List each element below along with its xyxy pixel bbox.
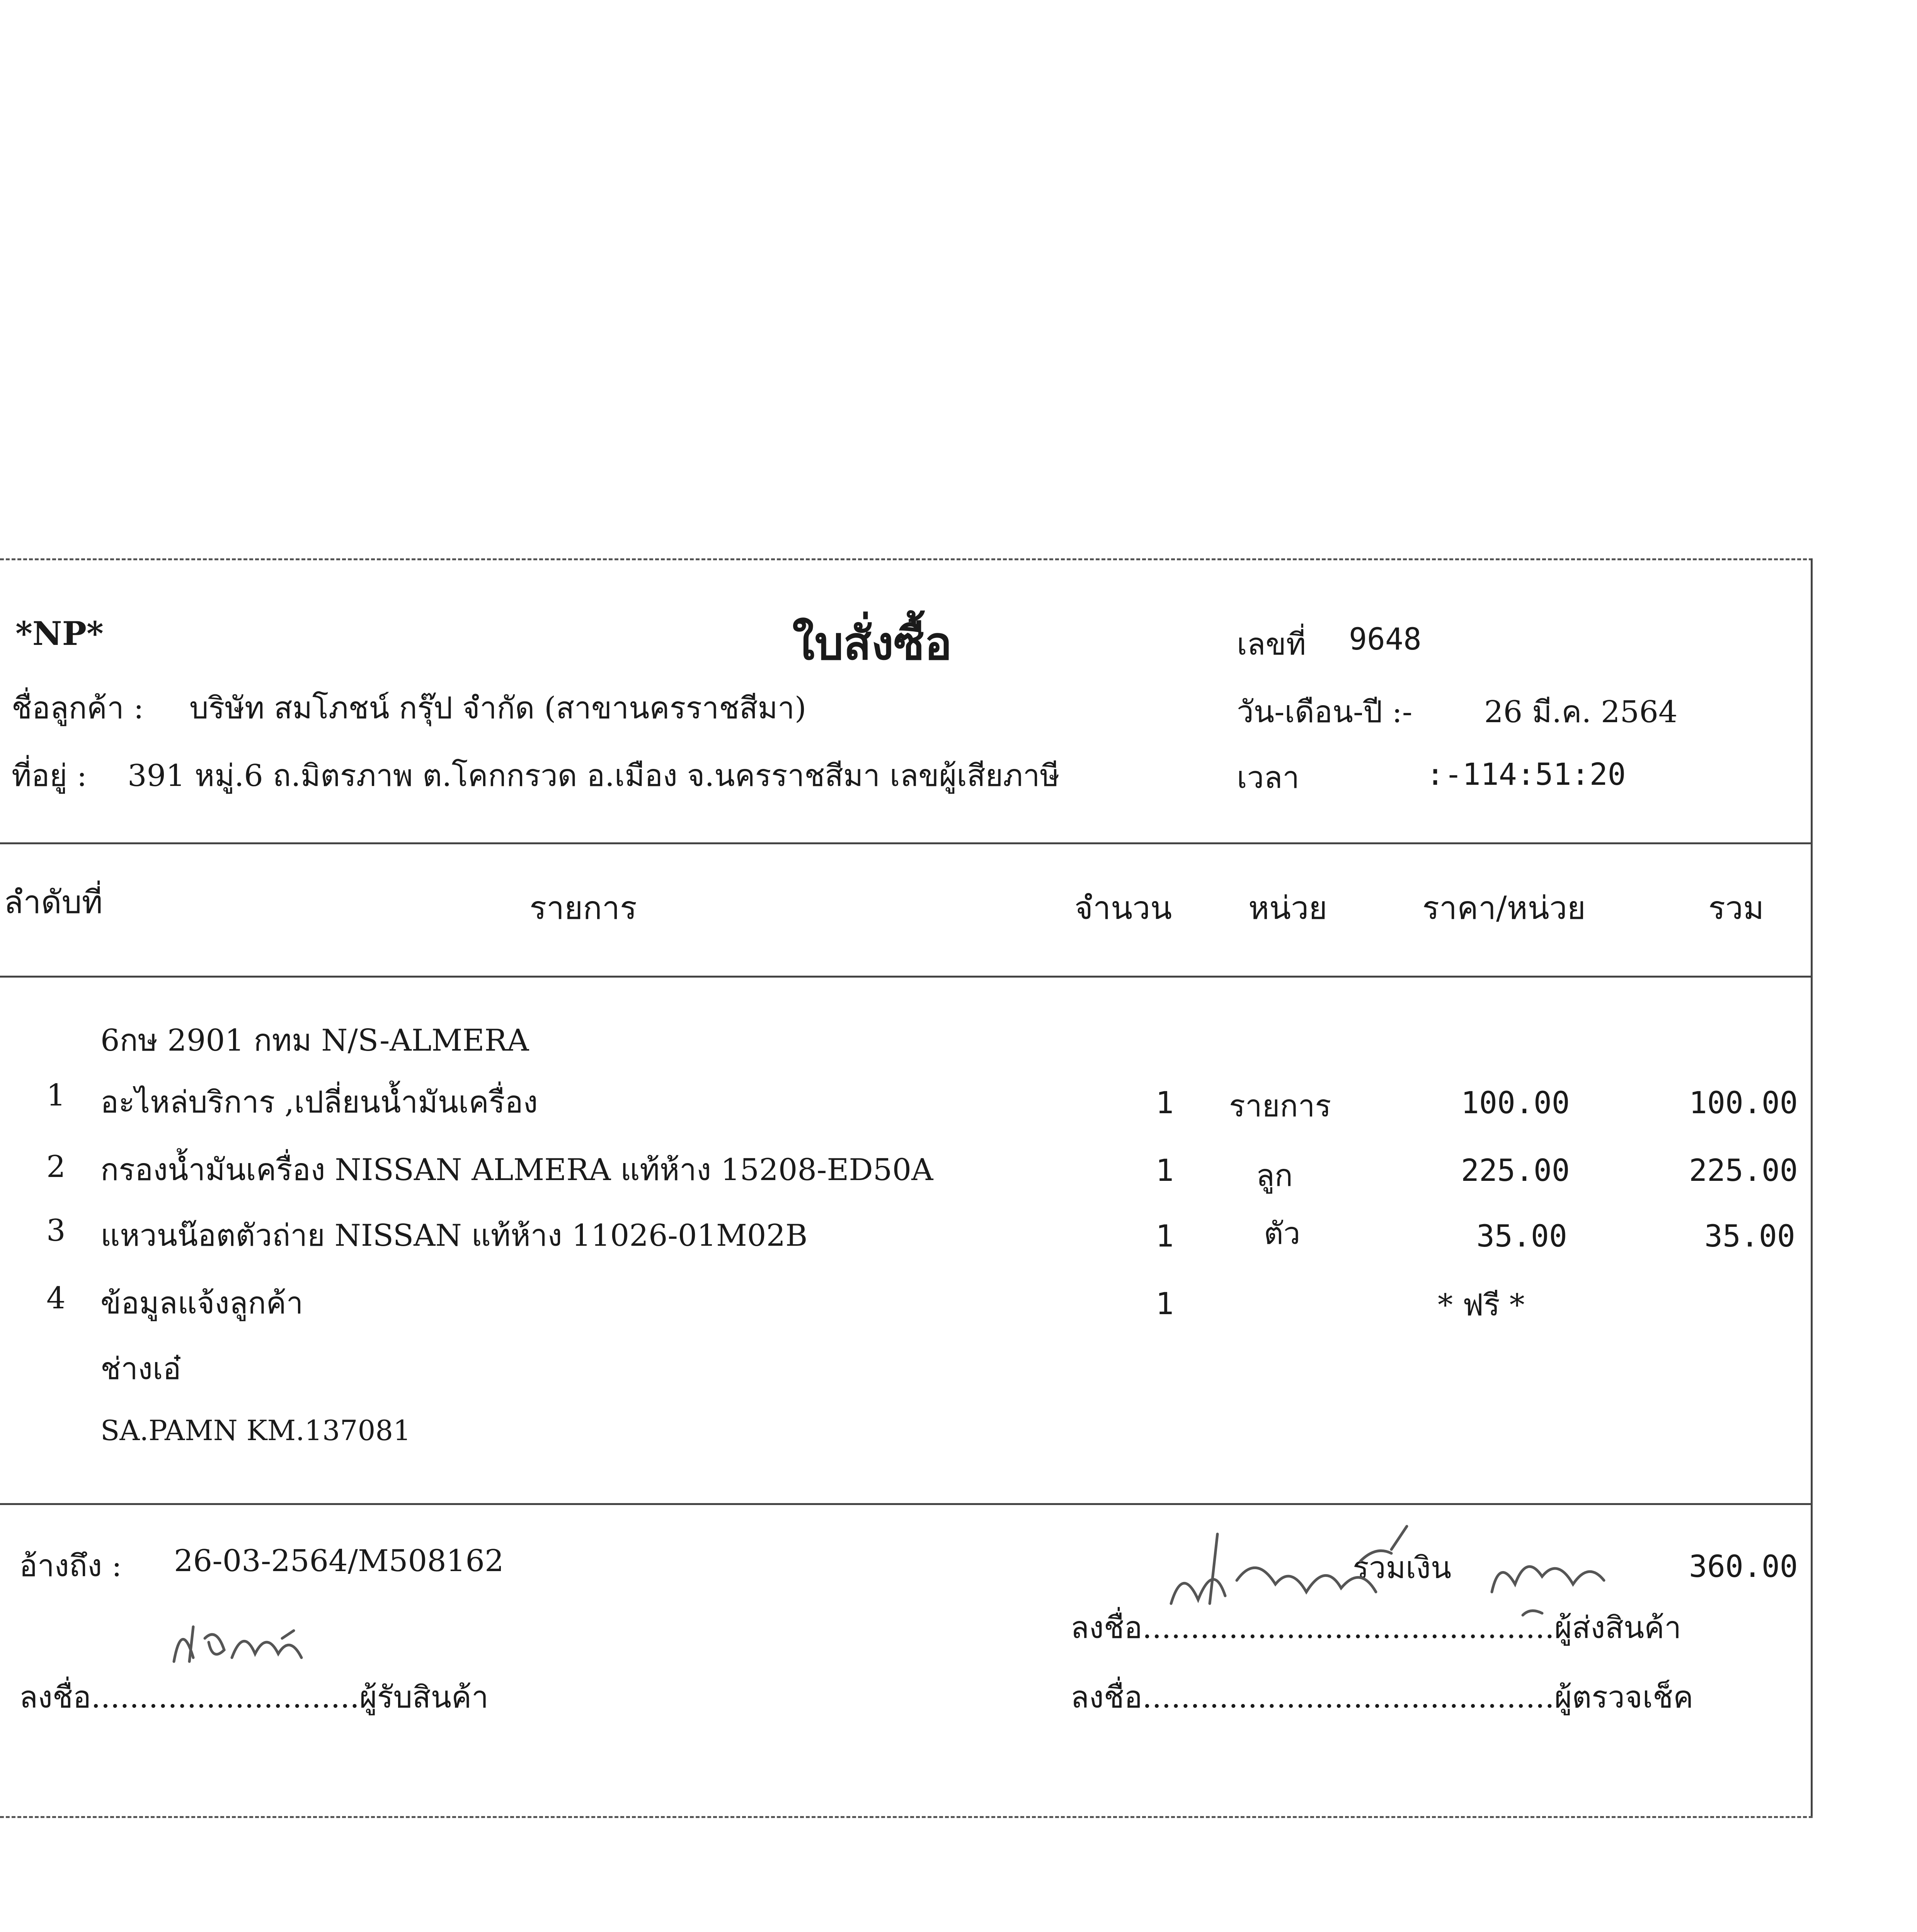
address-value: 391 หมู่.6 ถ.มิตรภาพ ต.โคกกรวด อ.เมือง จ.นครราชสีมา เลขผู้เสียภาษี bbox=[128, 759, 1060, 793]
sign-receiver: ลงชื่อ............................ผู้รับสินค้า bbox=[19, 1680, 489, 1715]
bottom-border bbox=[0, 1816, 1813, 1818]
note-line: SA.PAMN KM.137081 bbox=[100, 1414, 411, 1447]
col-desc: รายการ bbox=[529, 890, 637, 927]
item-no: 3 bbox=[46, 1213, 66, 1248]
receiver-signature bbox=[166, 1604, 329, 1681]
sender-signature bbox=[1159, 1519, 1662, 1642]
note-line: ช่างเอ๋ bbox=[100, 1352, 181, 1386]
col-unit: หน่วย bbox=[1248, 890, 1328, 927]
doc-no: 9648 bbox=[1349, 622, 1422, 657]
sum-value: 360.00 bbox=[1689, 1549, 1798, 1584]
right-border bbox=[1811, 558, 1813, 1818]
item-price: * ฟรี * bbox=[1438, 1288, 1525, 1323]
document-title: ใบสั่งซื้อ bbox=[792, 616, 952, 670]
item-total: 225.00 bbox=[1689, 1153, 1798, 1188]
footer-divider bbox=[0, 1503, 1813, 1505]
item-desc: ข้อมูลแจ้งลูกค้า bbox=[100, 1286, 303, 1321]
ref-label: อ้างถึง : bbox=[19, 1549, 122, 1583]
columns-divider bbox=[0, 976, 1813, 978]
customer-label: ชื่อลูกค้า : bbox=[12, 691, 144, 726]
sign-checker: ลงชื่อ...........................................ผู้ตรวจเช็ค bbox=[1071, 1680, 1694, 1715]
address-label: ที่อยู่ : bbox=[12, 759, 87, 793]
item-price: 35.00 bbox=[1476, 1219, 1567, 1254]
sign-sender: ลงชื่อ...........................................ผู้ส่งสินค้า bbox=[1071, 1611, 1682, 1645]
item-desc: แหวนน๊อตตัวถ่าย NISSAN แท้ห้าง 11026-01M02B bbox=[100, 1218, 808, 1253]
doc-no-label: เลขที่ bbox=[1237, 627, 1306, 662]
col-qty: จำนวน bbox=[1074, 890, 1172, 927]
vehicle-line: 6กษ 2901 กทม N/S-ALMERA bbox=[100, 1023, 529, 1058]
item-no: 4 bbox=[46, 1281, 66, 1316]
item-unit: รายการ bbox=[1229, 1089, 1331, 1124]
ref-value: 26-03-2564/M508162 bbox=[174, 1544, 504, 1578]
item-unit: ลูก bbox=[1256, 1158, 1293, 1193]
date-value: 26 มี.ค. 2564 bbox=[1484, 695, 1678, 730]
col-no: ลำดับที่ bbox=[4, 884, 103, 921]
document-code: *NP* bbox=[15, 614, 104, 653]
item-qty: 1 bbox=[1156, 1153, 1174, 1188]
sum-label: รวมเงิน bbox=[1353, 1551, 1452, 1585]
item-unit: ตัว bbox=[1264, 1216, 1301, 1251]
col-total: รวม bbox=[1708, 890, 1764, 927]
item-total: 100.00 bbox=[1689, 1086, 1798, 1121]
item-qty: 1 bbox=[1156, 1287, 1174, 1321]
customer-name: บริษัท สมโภชน์ กรุ๊ป จำกัด (สาขานครราชสีมา) bbox=[189, 691, 807, 726]
item-price: 225.00 bbox=[1461, 1153, 1570, 1188]
item-desc: กรองน้ำมันเครื่อง NISSAN ALMERA แท้ห้าง 15208-ED50A bbox=[100, 1153, 933, 1187]
item-no: 1 bbox=[46, 1078, 66, 1113]
date-label: วัน-เดือน-ปี :- bbox=[1237, 695, 1413, 730]
item-qty: 1 bbox=[1156, 1219, 1174, 1254]
item-qty: 1 bbox=[1156, 1086, 1174, 1121]
item-no: 2 bbox=[46, 1150, 66, 1184]
time-value: :-114:51:20 bbox=[1426, 757, 1626, 792]
item-desc: อะไหล่บริการ ,เปลี่ยนน้ำมันเครื่อง bbox=[100, 1085, 538, 1120]
top-border bbox=[0, 558, 1813, 560]
item-price: 100.00 bbox=[1461, 1086, 1570, 1121]
header-divider bbox=[0, 842, 1813, 844]
col-price: ราคา/หน่วย bbox=[1422, 890, 1586, 927]
time-label: เวลา bbox=[1237, 760, 1300, 795]
item-total: 35.00 bbox=[1704, 1219, 1795, 1254]
